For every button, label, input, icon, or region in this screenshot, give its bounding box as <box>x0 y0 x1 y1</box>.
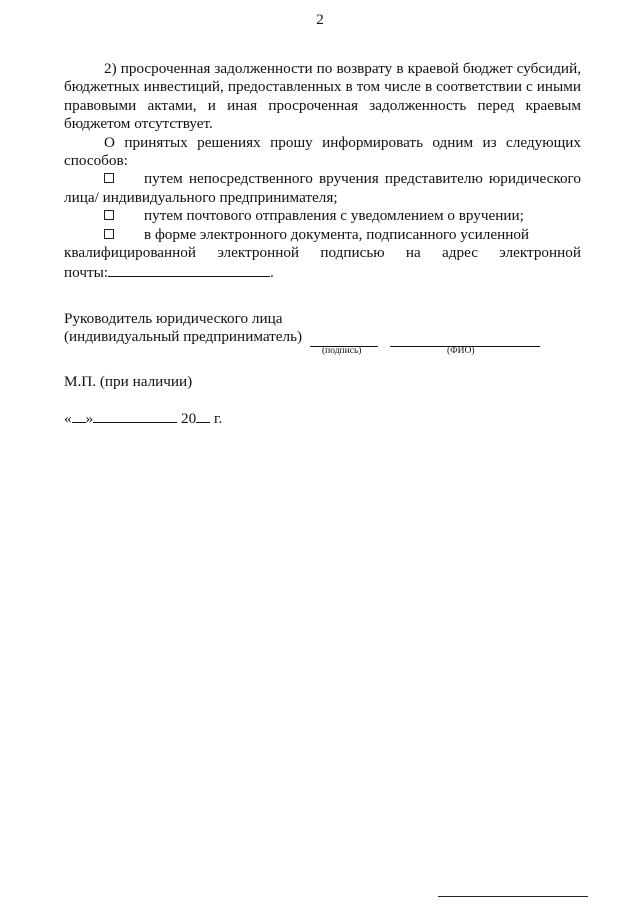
month-blank[interactable] <box>93 408 177 423</box>
option-hand-delivery-label: путем непосредственного вручения представителю юридического лица/ индивидуального предпринимателя; <box>64 170 581 206</box>
day-blank[interactable] <box>72 408 86 423</box>
word: квалифицированной <box>64 244 197 262</box>
signatory-title: Руководитель юридического лица <box>64 310 283 327</box>
word: на <box>405 244 421 262</box>
checkbox-electronic[interactable] <box>104 229 114 239</box>
signatory-subtitle: (индивидуальный предприниматель) <box>64 328 540 346</box>
option-hand-delivery <box>64 170 581 207</box>
stamp-note: М.П. (при наличии) <box>64 373 193 390</box>
email-blank[interactable] <box>108 262 270 277</box>
name-caption: (ФИО) <box>447 346 475 356</box>
footer-divider <box>438 896 588 897</box>
checkbox-mail[interactable] <box>104 210 114 220</box>
option-mail-label: путем почтового отправления с уведомлением о вручении; <box>144 207 524 225</box>
email-end: . <box>270 264 274 282</box>
signature-block <box>64 310 540 347</box>
document-body <box>64 60 581 283</box>
checkbox-hand-delivery[interactable] <box>104 173 114 183</box>
option-electronic <box>64 226 581 244</box>
date-line: « » 20 г. <box>64 410 223 427</box>
option-electronic-line2 <box>64 244 581 262</box>
paragraph-item-2: 2) просроченная задолженности по возврату в краевой бюджет субсидий, бюджетных инвестиций, предоставленных в том числе в соответствии с иными правовыми актами, и иная просроченная задолженность перед краевым бюджетом отсутствует. <box>64 60 581 133</box>
word: электронной <box>217 244 300 262</box>
word: подписью <box>320 244 385 262</box>
word: электронной <box>499 244 581 262</box>
option-electronic-label: в форме электронного документа, подписанного усиленной <box>144 225 530 243</box>
email-label: почты: <box>64 264 109 282</box>
word: адрес <box>442 244 478 262</box>
page-number: 2 <box>316 12 324 28</box>
paragraph-inform-request: О принятых решениях прошу информировать одним из следующих способов: <box>64 133 581 170</box>
signature-caption: (подпись) <box>322 346 362 356</box>
year-blank[interactable] <box>196 408 210 423</box>
email-line <box>64 262 581 282</box>
option-mail <box>64 207 581 225</box>
